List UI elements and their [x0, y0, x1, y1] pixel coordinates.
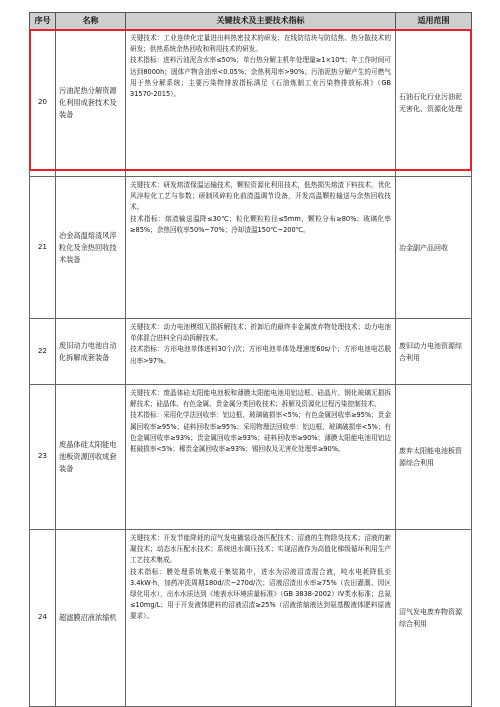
row-scope: 废旧动力电池资源综合利用	[396, 319, 472, 385]
key-tech-text: 关键技术：开发节能降耗的沼气发电撬装设备匹配技术；沼液的生物除臭技术；沼液的絮凝技术；动态水压配水技术；系统进水调压技术；实现沼液作为高值化梯级循环利用生产工艺技术集成。	[130, 534, 391, 565]
row-tech	[126, 385, 396, 530]
row-name: 废旧动力电池自动化拆解成套装备	[56, 319, 126, 385]
row-number: 21	[30, 177, 56, 319]
tech-index-text: 技术指标：膜处理系统集成于集装箱中，进水为沼液沼渣混合液，吨水电耗降低至3.4kW·h，加药冲洗周期180d/次~270d/次；沼液沼渣出水率≥75%（农田灌溉、园区绿化用水），出水水质达到《地表水环境质量标准》（GB 3838-2002）IV类水标准；总氮≤10mg/L；用于开发液体肥料的沼液沼渣≥25%（沼液浓缩液达到氨基酸液体肥料原液要求）。	[130, 567, 391, 621]
row-scope: 沼气发电废弃物资源综合利用	[396, 530, 472, 707]
table-row	[30, 30, 472, 177]
header-no: 序号	[30, 13, 56, 30]
table-header-row	[30, 13, 472, 30]
row-tech	[126, 530, 396, 707]
key-tech-text: 关键技术：动力电池模组无损拆解技术；折卸后的最终非金属废弃物处理技术；动力电池单体混合进料全自动拆解技术。	[130, 323, 391, 343]
row-tech	[126, 319, 396, 385]
header-tech: 关键技术及主要技术指标	[126, 13, 396, 30]
header-name: 名称	[56, 13, 126, 30]
row-name: 冶金高温熔渣风淬粒化及余热回收技术装备	[56, 177, 126, 319]
tech-index-text: 技术指标：方形电池单体进料30个/次；方形电池单体处理速度60s/个；方形电池电芯脱出率>97%。	[130, 345, 391, 365]
row-name: 超滤膜沼液浓缩机	[56, 530, 126, 707]
table-row	[30, 319, 472, 385]
row-tech	[126, 177, 396, 319]
row-number: 23	[30, 385, 56, 530]
row-scope: 石油石化行业污油泥无害化、资源化处理	[396, 30, 472, 177]
key-tech-text: 关键技术：研发熔渣保温运输技术，颗粒资源化利用技术，低热损失熔渣下料技术，优化风淬粒化工艺与参数；研制风碎粒化前渣温调节设备，开发高温颗粒输送与余热回收技术。	[130, 181, 391, 212]
row-scope: 冶金副产品回收	[396, 177, 472, 319]
row-name: 污油泥热分解资源化利用成套技术及装备	[56, 30, 126, 177]
table-row	[30, 385, 472, 530]
row-number: 24	[30, 530, 56, 707]
key-tech-text: 关键技术：废晶体硅太阳能电池板和薄膜太阳能电池用铝边框、硅晶片、钢化玻璃无损拆解技术；硅晶体、有色金属、贵金属分类回收技术；拆解及资源化过程污染控制技术。	[130, 389, 391, 409]
table-row	[30, 530, 472, 707]
key-tech-text: 关键技术：工业连续化定量进出料热密技术的研发；在线防结块与防结焦、热分散技术的研发；供热系统余热回收和利用技术的研发。	[130, 34, 391, 54]
row-number: 22	[30, 319, 56, 385]
row-tech	[126, 30, 396, 177]
row-name: 废晶体硅太阳能电池板资源回收成套装备	[56, 385, 126, 530]
row-number: 20	[30, 30, 56, 177]
row-scope: 废弃太阳能电池板资源综合利用	[396, 385, 472, 530]
header-scope: 适用范围	[396, 13, 472, 30]
tech-index-text: 技术指标：采用化学法回收率：铝边框、玻璃破损率<5%；有色金属回收率≥95%；贵金属回收率≥95%；硅料回收率≥95%；采用物理法回收率：铝边框、玻璃破损率<5%；有色金属回收率≥93%；贵金属回收率≥93%；硅料回收率≥90%；薄膜太阳能电池用铝边框破损率<5%；稀贵金属回收率≥93%；锡回收及无害化处理率≥90%。	[130, 411, 391, 454]
table-row	[30, 177, 472, 319]
tech-index-text: 技术指标：熔渣输送温降≤30℃；粒化颗粒粒径≤5mm，颗粒分布≥80%；玻璃化率≥85%；余热回收率50%~70%；冷却渣温150℃~200℃。	[130, 214, 391, 234]
tech-index-text: 技术指标：进料污油泥含水率≤50%；单台热分解主机年处理量≥1×10⁴t；年工作时间可达到8000h；固体产物含油率<0.05%；余热利用率>90%；污油泥热分解产生的可燃气用于热分解系统；主要污染物排放指标满足《石油炼制工业污染物排放标准》（GB 31570-2015）。	[130, 56, 391, 99]
tech-table	[29, 12, 472, 707]
